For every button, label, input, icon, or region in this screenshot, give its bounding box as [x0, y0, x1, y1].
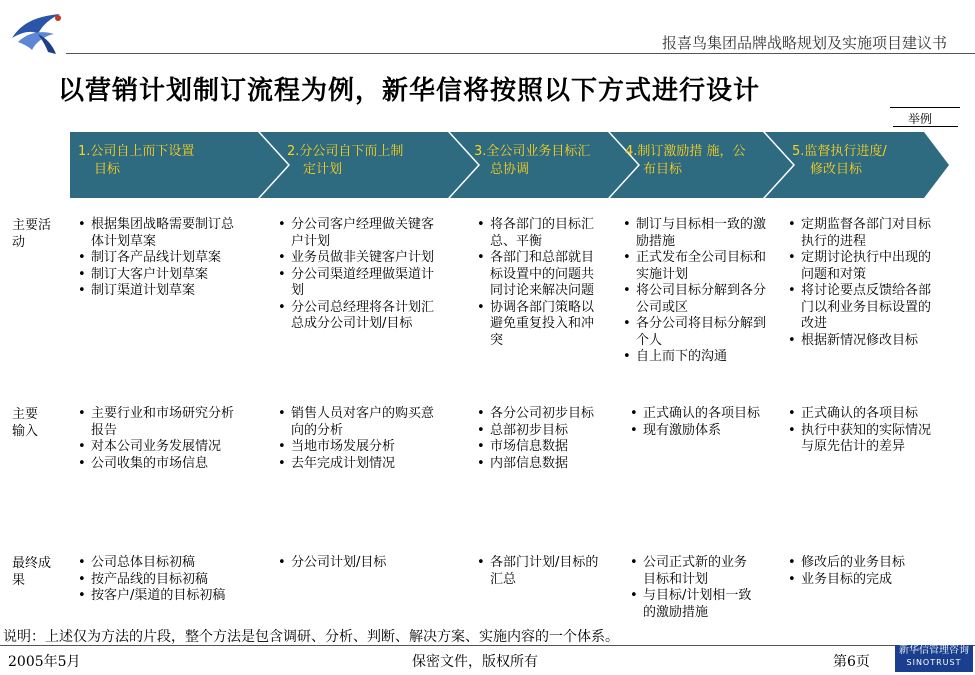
list-item: • 根据新情况修改目标: [788, 333, 940, 350]
cell-results-step3: [477, 555, 607, 588]
list-item: • 公司正式新的业务目标和计划: [630, 555, 758, 588]
list-item: • 各部门计划/目标的汇总: [477, 555, 607, 588]
list-item: • 分公司计划/目标: [278, 555, 446, 572]
list-item: • 正式确认的各项目标: [630, 406, 765, 423]
list-item: • 定期讨论执行中出现的问题和对策: [788, 250, 940, 283]
step-3-line1: 3.全公司业务目标汇: [474, 144, 591, 159]
list-item: • 业务员做非关键客户计划: [278, 250, 446, 267]
list-item: • 各分公司初步目标: [477, 406, 599, 423]
row-label-activities: [12, 217, 51, 251]
list-item: • 将讨论要点反馈给各部门以利业务目标设置的改进: [788, 283, 940, 333]
list-item: • 各分公司将目标分解到个人: [623, 316, 773, 349]
list-item: • 分公司总经理将各计划汇总成分公司计划/目标: [278, 300, 446, 333]
step-1-line1: 1.公司自上而下设置: [78, 144, 195, 159]
list-item: • 正式确认的各项目标: [788, 406, 940, 423]
footnote: 说明：上述仅为方法的片段，整个方法是包含调研、分析、判断、解决方案、实施内容的一个体系。: [3, 629, 619, 645]
cell-inputs-step1: [78, 406, 246, 472]
row-label-activities-line1: 主要活: [12, 218, 52, 233]
step-5-label: [792, 143, 887, 179]
list-item: • 按客户/渠道的目标初稿: [78, 588, 246, 605]
cell-activities-step4: [623, 217, 773, 366]
cell-results-step4: [630, 555, 758, 621]
list-item: • 制订渠道计划草案: [78, 283, 246, 300]
sinotrust-logo: [895, 645, 973, 672]
list-item: • 制订大客户计划草案: [78, 267, 246, 284]
row-label-inputs-line1: 主要: [12, 407, 39, 422]
list-item: • 当地市场发展分析: [278, 439, 446, 456]
list-item: • 定期监督各部门对目标执行的进程: [788, 217, 940, 250]
title-underline: [890, 107, 960, 108]
list-item: • 与目标/计划相一致的激励措施: [630, 588, 758, 621]
page-title: 以营销计划制订流程为例，新华信将按照以下方式进行设计: [58, 76, 761, 106]
list-item: • 制订各产品线计划草案: [78, 250, 246, 267]
list-item: • 制订与目标相一致的激励措施: [623, 217, 773, 250]
cell-activities-step1: [78, 217, 246, 300]
row-label-activities-line2: 动: [12, 235, 26, 250]
list-item: • 公司总体目标初稿: [78, 555, 246, 572]
cell-results-step1: [78, 555, 246, 605]
example-underline: [893, 126, 958, 127]
list-item: • 执行中获知的实际情况与原先估计的差异: [788, 423, 940, 456]
list-item: • 将公司目标分解到各分公司或区: [623, 283, 773, 316]
list-item: • 分公司客户经理做关键客户计划: [278, 217, 446, 250]
cell-activities-step5: [788, 217, 940, 349]
row-label-results: [12, 555, 51, 589]
list-item: • 根据集团战略需要制订总体计划草案: [78, 217, 246, 250]
step-5-line1: 5.监督执行进度/: [792, 144, 887, 159]
step-4-label: [625, 143, 746, 179]
page-number: 第6页: [833, 654, 870, 670]
list-item: • 各部门和总部就目标设置中的问题共同讨论来解决问题: [477, 250, 599, 300]
step-2-label: [287, 143, 403, 179]
step-1-label: [78, 143, 194, 179]
list-item: • 将各部门的目标汇总、平衡: [477, 217, 599, 250]
step-5-line2: 修改目标: [810, 162, 863, 177]
list-item: • 销售人员对客户的购买意向的分析: [278, 406, 446, 439]
row-label-results-line1: 最终成: [12, 556, 52, 571]
cell-inputs-step3: [477, 406, 599, 472]
row-label-inputs-line2: 输入: [12, 424, 39, 439]
row-label-inputs: [12, 406, 38, 440]
list-item: • 分公司渠道经理做渠道计划: [278, 267, 446, 300]
bird-logo-icon: [8, 8, 70, 58]
cell-inputs-step4: [630, 406, 765, 439]
list-item: • 去年完成计划情况: [278, 456, 446, 473]
step-1-line2: 目标: [94, 162, 121, 177]
list-item: • 总部初步目标: [477, 423, 599, 440]
cell-activities-step3: [477, 217, 599, 349]
footer-date: 2005年5月: [8, 654, 81, 670]
list-item: • 自上而下的沟通: [623, 349, 773, 366]
footer-confidential: 保密文件，版权所有: [412, 654, 538, 670]
cell-inputs-step5: [788, 406, 940, 456]
step-2-line1: 2.分公司自下而上制: [287, 144, 404, 159]
list-item: • 修改后的业务目标: [788, 555, 940, 572]
row-label-results-line2: 果: [12, 573, 26, 588]
footer-divider: [0, 645, 975, 646]
example-label: 举例: [908, 112, 933, 126]
brand-name-en: SINOTRUST: [906, 658, 962, 667]
list-item: • 正式发布全公司目标和实施计划: [623, 250, 773, 283]
step-2-line2: 定计划: [303, 162, 343, 177]
list-item: • 内部信息数据: [477, 456, 599, 473]
cell-activities-step2: [278, 217, 446, 333]
list-item: • 主要行业和市场研究分析报告: [78, 406, 246, 439]
list-item: • 对本公司业务发展情况: [78, 439, 246, 456]
cell-results-step5: [788, 555, 940, 588]
step-3-label: [474, 143, 590, 179]
cell-results-step2: [278, 555, 446, 572]
list-item: • 业务目标的完成: [788, 572, 940, 589]
brand-name-cn: 新华信管理咨询: [899, 645, 969, 656]
list-item: • 现有激励体系: [630, 423, 765, 440]
step-4-line2: 布目标: [643, 162, 683, 177]
list-item: • 公司收集的市场信息: [78, 456, 246, 473]
document-title: 报喜鸟集团品牌战略规划及实施项目建议书: [661, 34, 947, 52]
header-divider: [66, 53, 975, 54]
step-3-line2: 总协调: [490, 162, 530, 177]
list-item: • 按产品线的目标初稿: [78, 572, 246, 589]
step-4-line1: 4.制订激励措 施，公: [625, 144, 746, 159]
cell-inputs-step2: [278, 406, 446, 472]
list-item: • 协调各部门策略以避免重复投入和冲突: [477, 300, 599, 350]
list-item: • 市场信息数据: [477, 439, 599, 456]
